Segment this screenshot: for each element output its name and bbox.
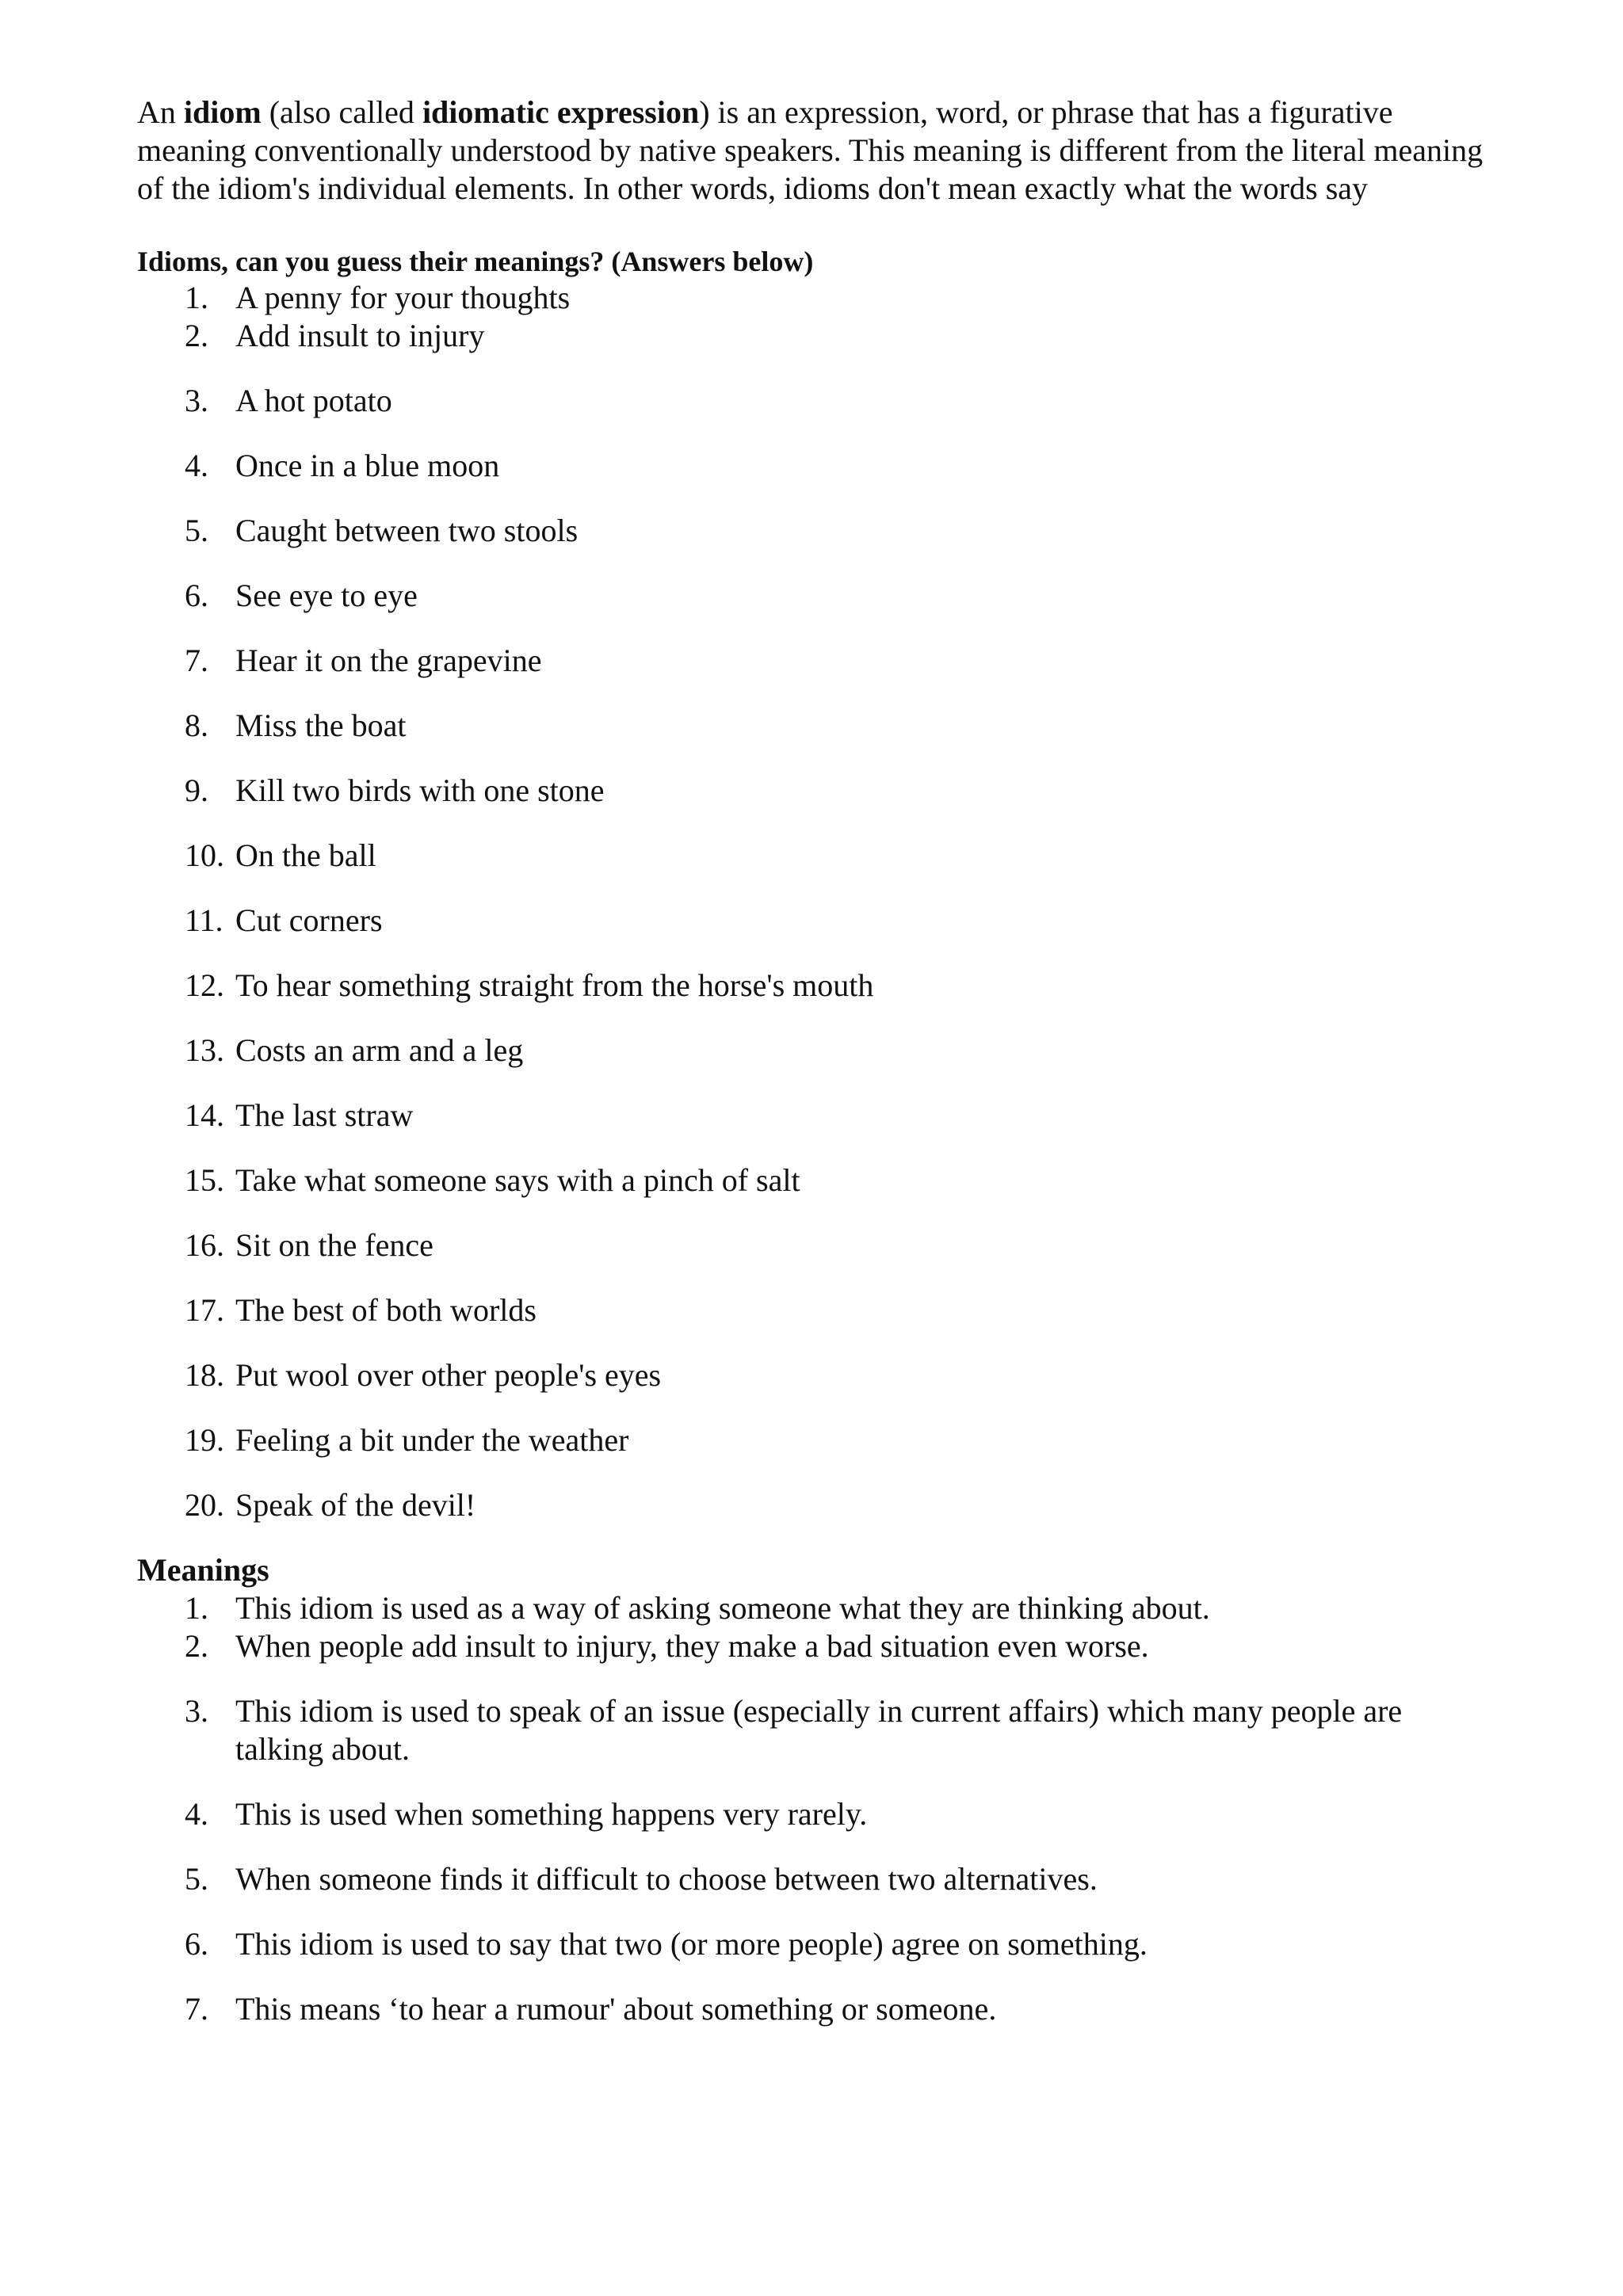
item-number: 10.	[185, 837, 224, 873]
document-page	[137, 93, 1494, 2028]
idiom-text: Cut corners	[235, 902, 383, 938]
item-number: 8.	[185, 707, 208, 743]
meanings-list	[137, 1589, 1494, 2028]
idiom-item	[137, 382, 1494, 420]
idiom-term: idiom	[183, 94, 262, 130]
idiom-text: To hear something straight from the horse's mouth	[235, 967, 874, 1003]
idiom-item	[137, 642, 1494, 680]
idiom-text: Put wool over other people's eyes	[235, 1357, 662, 1393]
idiom-text: Miss the boat	[235, 707, 407, 743]
idiom-text: A penny for your thoughts	[235, 280, 571, 315]
item-number: 15.	[185, 1162, 224, 1198]
idiom-text: Take what someone says with a pinch of salt	[235, 1162, 800, 1198]
idiom-text: Kill two birds with one stone	[235, 772, 605, 808]
idiom-item	[137, 837, 1494, 875]
item-number: 6.	[185, 1926, 208, 1962]
idiom-text: A hot potato	[235, 383, 392, 418]
item-number: 11.	[185, 902, 223, 938]
idiom-text: Once in a blue moon	[235, 448, 500, 483]
intro-paragraph	[137, 93, 1494, 208]
meaning-item	[137, 1860, 1494, 1898]
meaning-text: When someone finds it difficult to choose between two alternatives.	[235, 1861, 1098, 1897]
item-number: 13.	[185, 1032, 224, 1068]
item-number: 2.	[185, 1628, 208, 1664]
idiom-item	[137, 512, 1494, 550]
idiom-item	[137, 1356, 1494, 1394]
idiom-text: On the ball	[235, 837, 376, 873]
meaning-text: When people add insult to injury, they make a bad situation even worse.	[235, 1628, 1149, 1664]
idiom-list	[137, 279, 1494, 1524]
meaning-item	[137, 1925, 1494, 1963]
item-number: 3.	[185, 1693, 208, 1729]
item-number: 17.	[185, 1292, 224, 1328]
idiom-item	[137, 967, 1494, 1005]
idiom-item	[137, 577, 1494, 615]
idiom-item	[137, 1097, 1494, 1135]
item-number: 18.	[185, 1357, 224, 1393]
idiom-item	[137, 1486, 1494, 1524]
idiom-item	[137, 1291, 1494, 1329]
idiom-text: Feeling a bit under the weather	[235, 1422, 629, 1458]
item-number: 20.	[185, 1487, 224, 1523]
meaning-item	[137, 1627, 1494, 1665]
idiom-item	[137, 1032, 1494, 1070]
meaning-text: This is used when something happens very rarely.	[235, 1796, 868, 1832]
item-number: 1.	[185, 280, 208, 315]
idiom-item	[137, 1226, 1494, 1264]
item-number: 19.	[185, 1422, 224, 1458]
item-number: 1.	[185, 1590, 208, 1626]
meaning-text: This means ‘to hear a rumour' about something or someone.	[235, 1991, 997, 2027]
item-number: 4.	[185, 1796, 208, 1832]
meaning-item	[137, 1589, 1494, 1627]
idiom-item	[137, 1421, 1494, 1459]
idiom-text: The last straw	[235, 1097, 414, 1133]
item-number: 5.	[185, 513, 208, 548]
idiom-text: Add insult to injury	[235, 318, 485, 353]
item-number: 5.	[185, 1861, 208, 1897]
idiom-text: See eye to eye	[235, 578, 418, 613]
idiom-item	[137, 317, 1494, 355]
item-number: 6.	[185, 578, 208, 613]
idiom-item	[137, 707, 1494, 745]
idiom-text: Hear it on the grapevine	[235, 643, 542, 678]
intro-text-2: (also called	[261, 94, 422, 130]
idiom-item	[137, 447, 1494, 485]
idiom-item	[137, 1161, 1494, 1199]
idiom-text: The best of both worlds	[235, 1292, 537, 1328]
item-number: 2.	[185, 318, 208, 353]
idiom-text: Sit on the fence	[235, 1227, 433, 1263]
item-number: 3.	[185, 383, 208, 418]
item-number: 16.	[185, 1227, 224, 1263]
item-number: 12.	[185, 967, 224, 1003]
meanings-heading: Meanings	[137, 1552, 269, 1588]
meaning-item	[137, 1692, 1494, 1768]
item-number: 4.	[185, 448, 208, 483]
intro-text-3: ) is an expression, word, or phrase that has a figurative meaning conventionally understood by native speakers. This meaning is different from the literal meaning of the idiom's individual elements. In other words, idioms don't mean exactly what the words say	[137, 94, 1484, 206]
meaning-text: This idiom is used to speak of an issue (especially in current affairs) which many people are talking about.	[235, 1693, 1403, 1767]
item-number: 9.	[185, 772, 208, 808]
meaning-text: This idiom is used to say that two (or more people) agree on something.	[235, 1926, 1148, 1962]
idiom-item	[137, 902, 1494, 940]
idiom-item	[137, 772, 1494, 810]
idiom-text: Speak of the devil!	[235, 1487, 476, 1523]
item-number: 7.	[185, 1991, 208, 2027]
meaning-item	[137, 1990, 1494, 2028]
item-number: 7.	[185, 643, 208, 678]
idiom-text: Caught between two stools	[235, 513, 579, 548]
idiom-text: Costs an arm and a leg	[235, 1032, 524, 1068]
idiomatic-expression-term: idiomatic expression	[422, 94, 700, 130]
item-number: 14.	[185, 1097, 224, 1133]
quiz-heading: Idioms, can you guess their meanings? (Answers below)	[137, 246, 814, 277]
intro-text-1: An	[137, 94, 184, 130]
meaning-item	[137, 1795, 1494, 1833]
idiom-item	[137, 279, 1494, 317]
meaning-text: This idiom is used as a way of asking someone what they are thinking about.	[235, 1590, 1210, 1626]
